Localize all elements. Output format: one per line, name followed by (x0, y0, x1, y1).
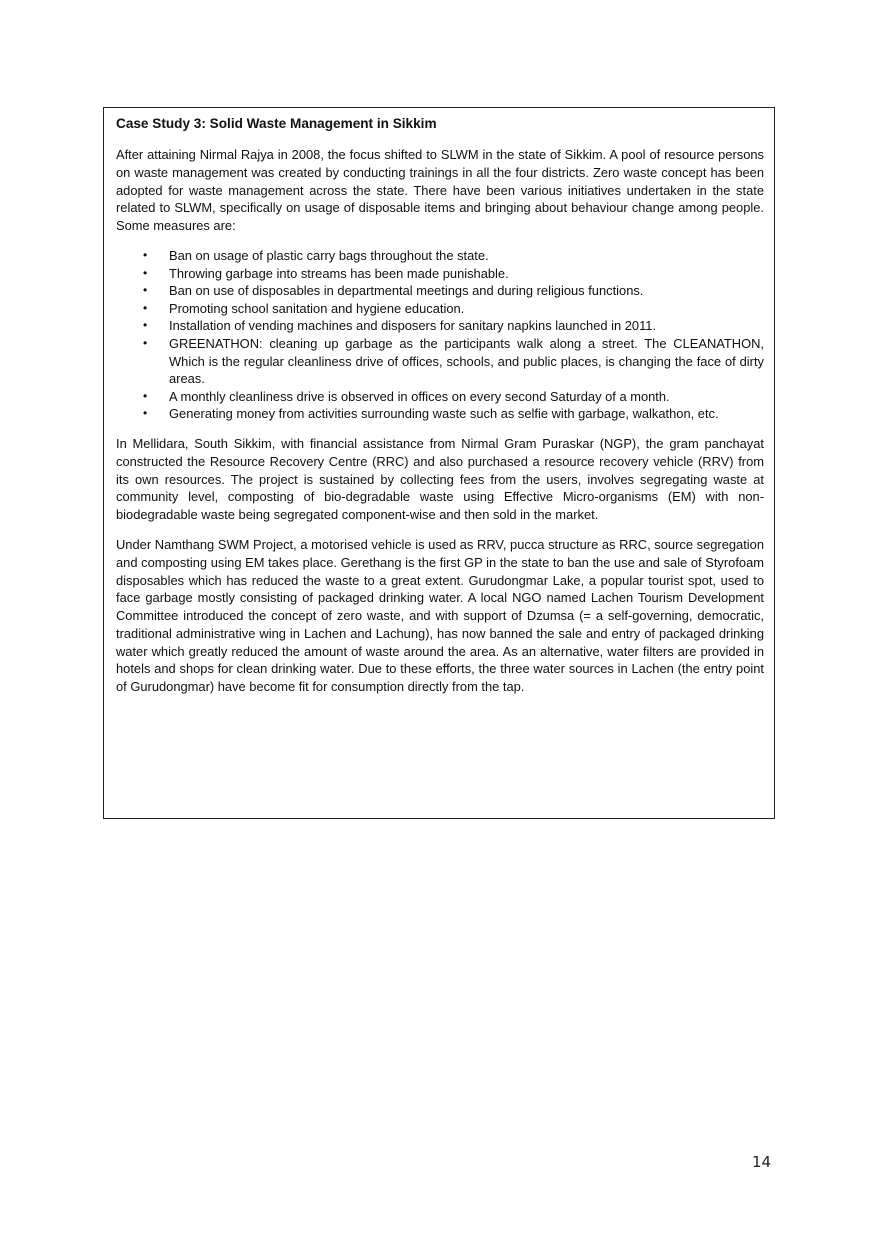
list-item (116, 388, 764, 406)
list-item (116, 335, 764, 388)
list-item (116, 300, 764, 318)
list-item-text: Promoting school sanitation and hygiene education. (169, 300, 465, 316)
mellidara-paragraph: In Mellidara, South Sikkim, with financial assistance from Nirmal Gram Puraskar (NGP), the gram panchayat constructed the Resource Recovery Centre (RRC) and also purchased a resource recovery vehicle (RRV) from its own resources. The project is sustained by collecting fees from the users, involves segregating waste at community level, composting of bio-degradable waste using Effective Micro-organisms (EM) with non-biodegradable waste being segregated component-wise and then sold in the market. (116, 435, 764, 523)
bullet-icon: • (143, 300, 148, 315)
bullet-icon: • (143, 388, 148, 403)
namthang-paragraph: Under Namthang SWM Project, a motorised vehicle is used as RRV, pucca structure as RRC, source segregation and composting using EM takes place. Gerethang is the first GP in the state to ban the use and sale of Styrofoam disposables which has reduced the waste to a great extent. Gurudongmar Lake, a popular tourist spot, used to face garbage mostly consisting of packaged drinking water. A local NGO named Lachen Tourism Development Committee introduced the concept of zero waste, and with support of Dzumsa (= a self-governing, democratic, traditional administrative wing in Lachen and Lachung), has now banned the sale and entry of packaged drinking water which greatly reduced the amount of waste around the area. As an alternative, water filters are provided in hotels and shops for clean drinking water. Due to these efforts, the three water sources in Lachen (the entry point of Gurudongmar) have become fit for consumption directly from the tap. (116, 536, 764, 695)
list-item (116, 247, 764, 265)
list-item (116, 282, 764, 300)
list-item (116, 405, 764, 423)
bullet-icon: • (143, 406, 148, 421)
list-item-text: GREENATHON: cleaning up garbage as the participants walk along a street. The CLEANATHON, Which is the regular cleanliness drive of offices, schools, and public places, is changing the face of dirty areas. (169, 335, 764, 387)
list-item-text: Ban on use of disposables in departmental meetings and during religious functions. (169, 283, 644, 299)
intro-paragraph: After attaining Nirmal Rajya in 2008, the focus shifted to SLWM in the state of Sikkim. A pool of resource persons on waste management was created by conducting trainings in all the four districts. Zero waste concept has been adopted for waste management across the state. There have been various initiatives undertaken in the state related to SLWM, specifically on usage of disposable items and bringing about behaviour change among people. Some measures are: (116, 147, 764, 234)
list-item (116, 265, 764, 283)
list-item-text: Installation of vending machines and disposers for sanitary napkins launched in 2011. (169, 318, 657, 334)
bullet-icon: • (143, 265, 148, 280)
bullet-icon: • (143, 318, 148, 333)
case-study-box (103, 107, 775, 819)
measures-list (116, 247, 764, 423)
list-item (116, 317, 764, 335)
page-number: 14 (752, 1153, 772, 1171)
list-item-text: Ban on usage of plastic carry bags throughout the state. (169, 247, 489, 263)
list-item-text: A monthly cleanliness drive is observed in offices on every second Saturday of a month. (169, 388, 670, 404)
bullet-icon: • (143, 247, 148, 262)
list-item-text: Generating money from activities surrounding waste such as selfie with garbage, walkathon, etc. (169, 406, 719, 422)
bullet-icon: • (143, 283, 148, 298)
list-item-text: Throwing garbage into streams has been made punishable. (169, 265, 509, 281)
bullet-icon: • (143, 335, 148, 350)
case-study-title: Case Study 3: Solid Waste Management in Sikkim (116, 116, 437, 131)
